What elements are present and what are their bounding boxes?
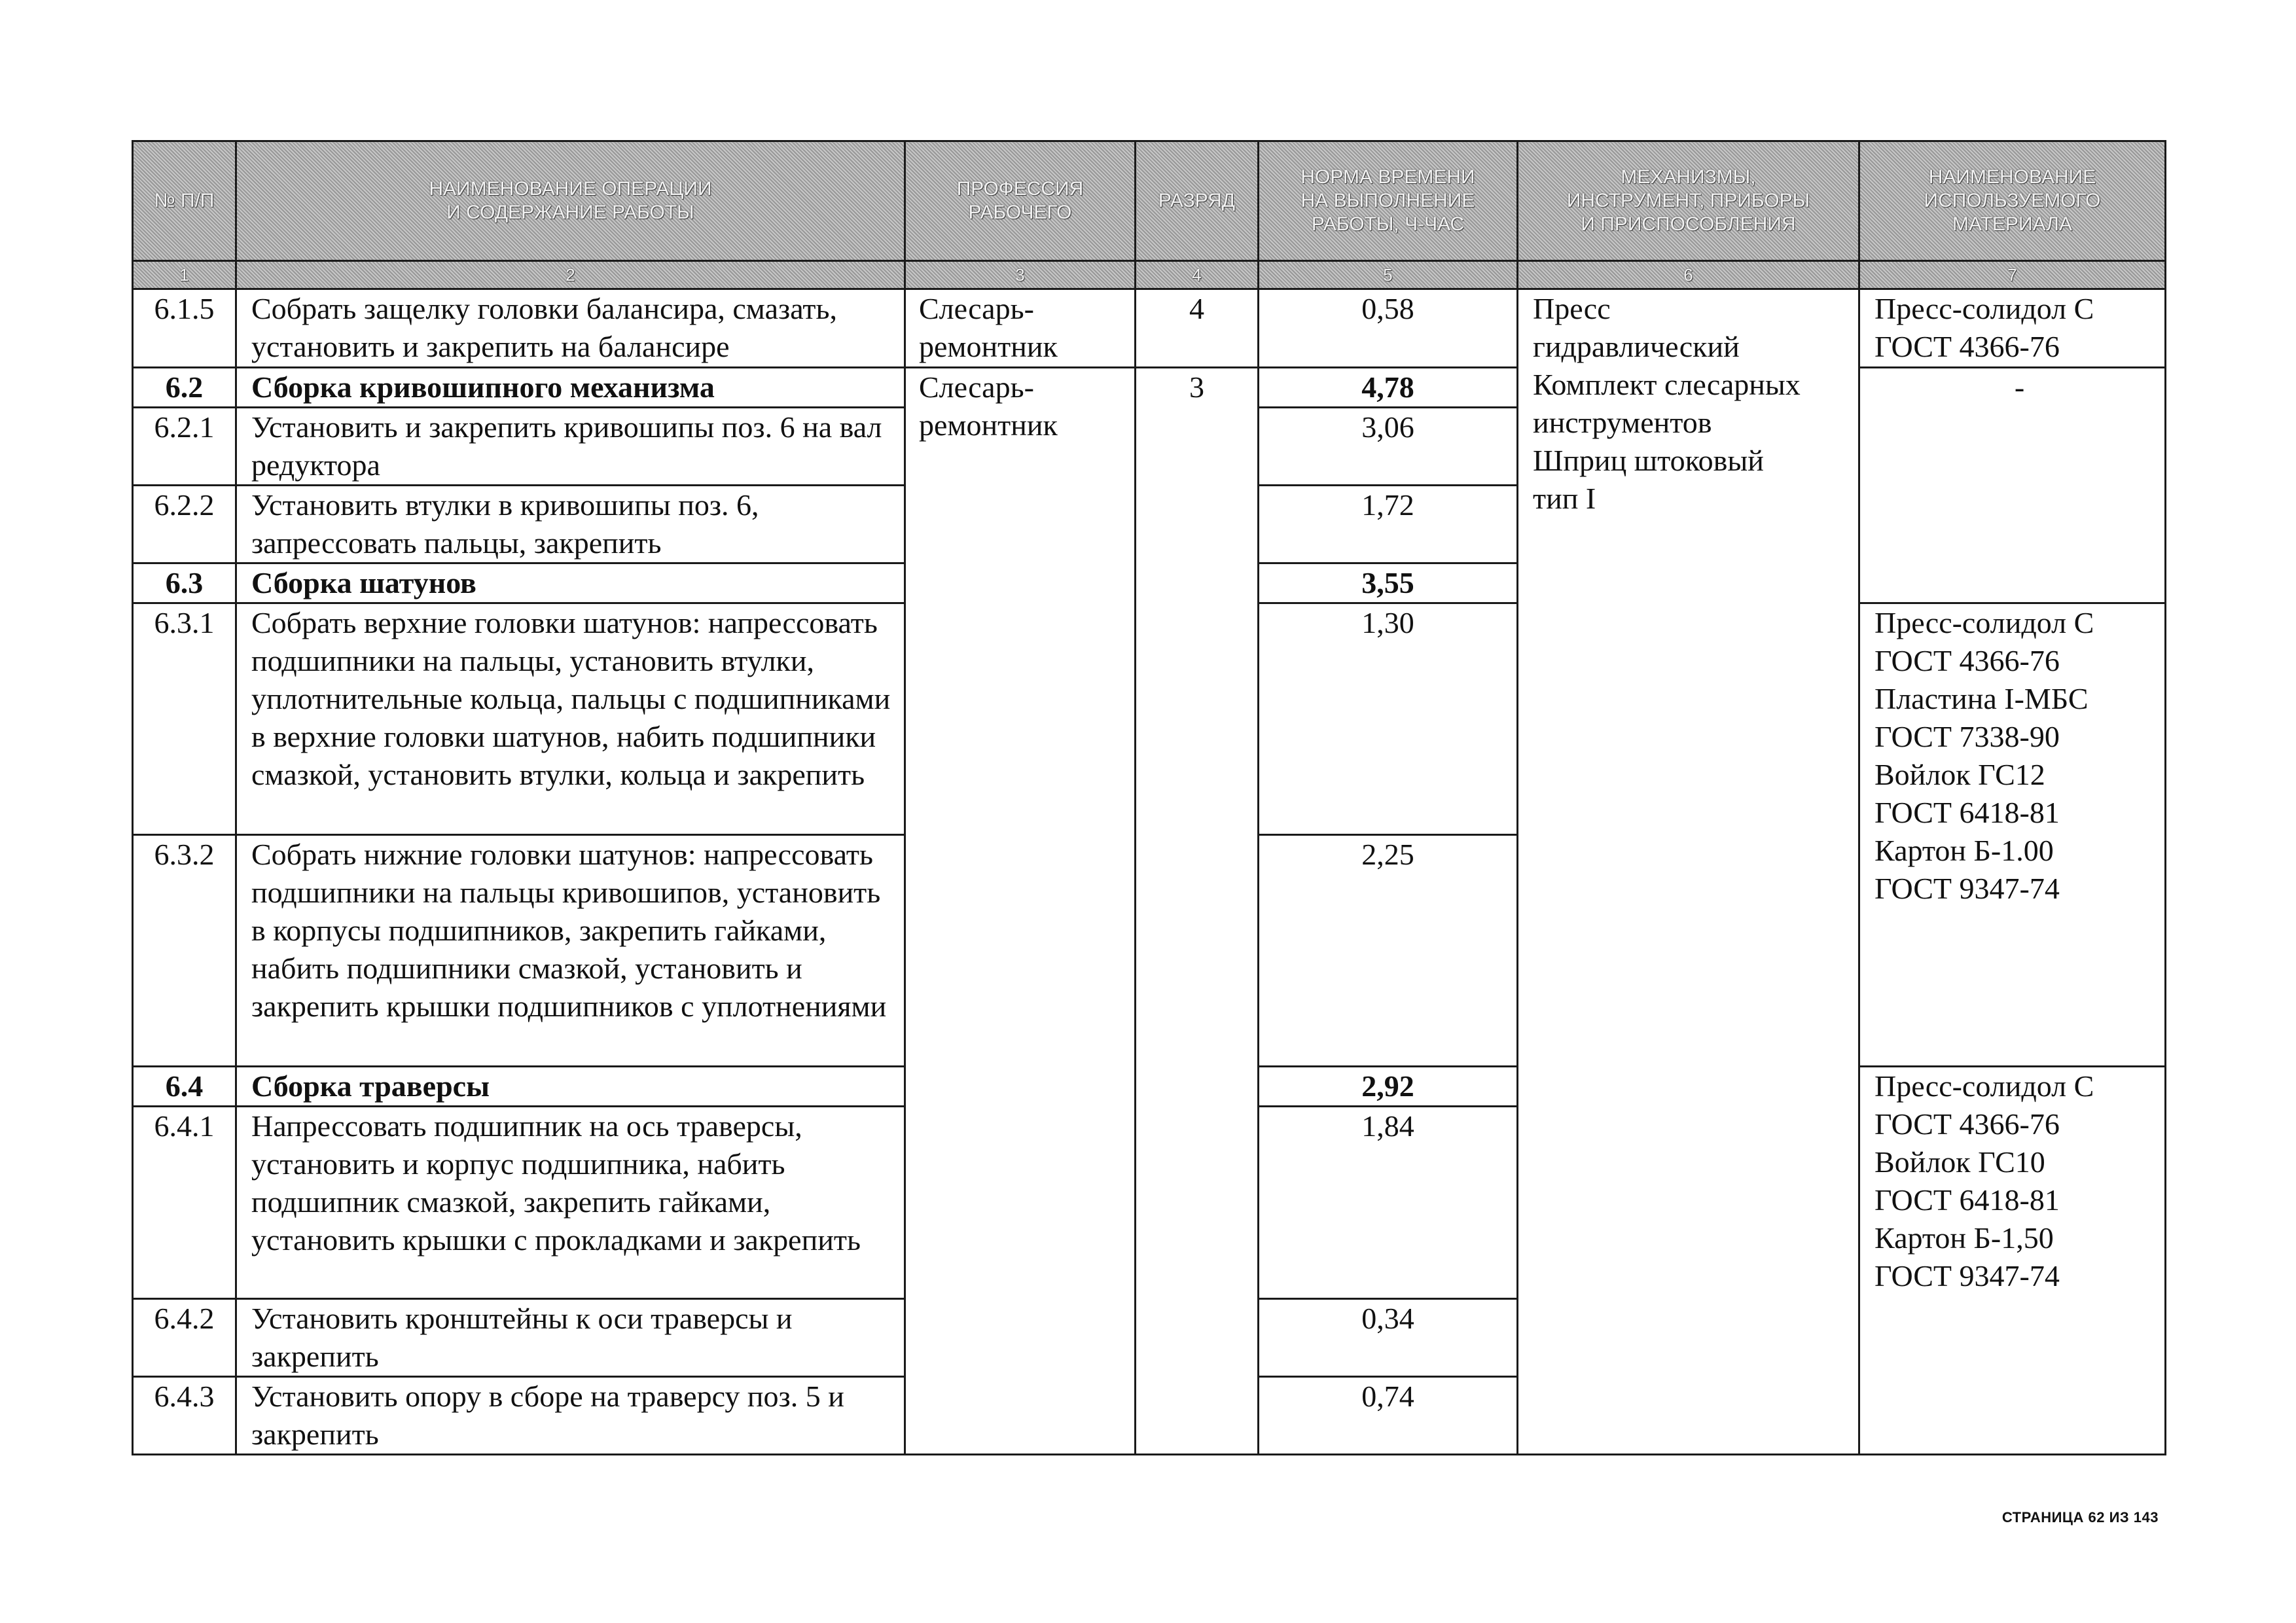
- time-norm: 4,78: [1259, 368, 1518, 408]
- row-number: 6.4.2: [133, 1299, 236, 1377]
- table-row: [133, 289, 2166, 368]
- grade-cell: 3: [1136, 368, 1259, 1455]
- grade-cell: 4: [1136, 289, 1259, 368]
- operation-text: Установить втулки в кривошипы поз. 6, запрессовать пальцы, закрепить: [236, 486, 905, 563]
- header-material: НАИМЕНОВАНИЕ ИСПОЛЬЗУЕМОГО МАТЕРИАЛА: [1859, 141, 2166, 261]
- time-norm: 3,06: [1259, 408, 1518, 486]
- time-norm: 3,55: [1259, 563, 1518, 603]
- column-number: 7: [1859, 261, 2166, 289]
- column-number: 4: [1136, 261, 1259, 289]
- section-title: Сборка кривошипного механизма: [236, 368, 905, 408]
- material-cell: Пресс-солидол С ГОСТ 4366-76: [1859, 289, 2166, 368]
- operation-text: Собрать нижние головки шатунов: напрессовать подшипники на пальцы кривошипов, установить в корпусы подшипников, закрепить гайками, набить подшипники смазкой, установить и закрепить крышки подшипников с уплотнениями: [236, 835, 905, 1067]
- tool-line: Комплект слесарных: [1533, 368, 1801, 401]
- time-norm: 1,84: [1259, 1107, 1518, 1299]
- header-grade: РАЗРЯД: [1136, 141, 1259, 261]
- material-cell: -: [1859, 368, 2166, 603]
- time-norm: 2,92: [1259, 1067, 1518, 1107]
- time-norm: 0,34: [1259, 1299, 1518, 1377]
- row-number: 6.1.5: [133, 289, 236, 368]
- tool-line: гидравлический: [1533, 330, 1740, 363]
- row-number: 6.2.2: [133, 486, 236, 563]
- operation-text: Установить кронштейны к оси траверсы и закрепить: [236, 1299, 905, 1377]
- operation-text: Собрать защелку головки балансира, смазать, установить и закрепить на балансире: [236, 289, 905, 368]
- row-number: 6.2.1: [133, 408, 236, 486]
- row-number: 6.2: [133, 368, 236, 408]
- header-time-norm: НОРМА ВРЕМЕНИ НА ВЫПОЛНЕНИЕ РАБОТЫ, Ч-ЧАС: [1259, 141, 1518, 261]
- time-norm: 1,30: [1259, 603, 1518, 835]
- profession-cell: Слесарь-ремонтник: [905, 289, 1136, 368]
- table-row: [133, 368, 2166, 408]
- page-number: СТРАНИЦА 62 ИЗ 143: [2001, 1509, 2159, 1525]
- material-cell: Пресс-солидол С ГОСТ 4366-76 Пластина I-МБС ГОСТ 7338-90 Войлок ГС12 ГОСТ 6418-81 Картон Б-1.00 ГОСТ 9347-74: [1859, 603, 2166, 1067]
- tools-cell: [1518, 289, 1859, 1455]
- column-number: 1: [133, 261, 236, 289]
- column-number: 6: [1518, 261, 1859, 289]
- header-row: [133, 141, 2166, 261]
- tool-line: Шприц штоковый: [1533, 444, 1764, 477]
- column-number-row: [133, 261, 2166, 289]
- column-number: 5: [1259, 261, 1518, 289]
- column-number: 2: [236, 261, 905, 289]
- row-number: 6.4: [133, 1067, 236, 1107]
- section-title: Сборка шатунов: [236, 563, 905, 603]
- header-profession: ПРОФЕССИЯ РАБОЧЕГО: [905, 141, 1136, 261]
- section-title: Сборка траверсы: [236, 1067, 905, 1107]
- time-norm: 2,25: [1259, 835, 1518, 1067]
- time-norm: 0,74: [1259, 1377, 1518, 1455]
- row-number: 6.4.1: [133, 1107, 236, 1299]
- time-norm: 1,72: [1259, 486, 1518, 563]
- row-number: 6.4.3: [133, 1377, 236, 1455]
- row-number: 6.3.1: [133, 603, 236, 835]
- row-number: 6.3.2: [133, 835, 236, 1067]
- operation-text: Установить и закрепить кривошипы поз. 6 на вал редуктора: [236, 408, 905, 486]
- profession-cell: Слесарь-ремонтник: [905, 368, 1136, 1455]
- header-operation: НАИМЕНОВАНИЕ ОПЕРАЦИИ И СОДЕРЖАНИЕ РАБОТЫ: [236, 141, 905, 261]
- header-tools: МЕХАНИЗМЫ, ИНСТРУМЕНТ, ПРИБОРЫ И ПРИСПОСОБЛЕНИЯ: [1518, 141, 1859, 261]
- tool-line: инструментов: [1533, 406, 1712, 439]
- tool-line: Пресс: [1533, 292, 1611, 325]
- operation-text: Напрессовать подшипник на ось траверсы, установить и корпус подшипника, набить подшипник смазкой, закрепить гайками, установить крышки с прокладками и закрепить: [236, 1107, 905, 1299]
- material-cell: Пресс-солидол С ГОСТ 4366-76 Войлок ГС10 ГОСТ 6418-81 Картон Б-1,50 ГОСТ 9347-74: [1859, 1067, 2166, 1455]
- column-number: 3: [905, 261, 1136, 289]
- operations-table: [132, 140, 2166, 1455]
- tool-line: тип I: [1533, 482, 1596, 515]
- operation-text: Установить опору в сборе на траверсу поз. 5 и закрепить: [236, 1377, 905, 1455]
- time-norm: 0,58: [1259, 289, 1518, 368]
- operation-text: Собрать верхние головки шатунов: напрессовать подшипники на пальцы, установить втулки, уплотнительные кольца, пальцы с подшипниками в верхние головки шатунов, набить подшипники смазкой, установить втулки, кольца и закрепить: [236, 603, 905, 835]
- row-number: 6.3: [133, 563, 236, 603]
- header-num: № П/П: [133, 141, 236, 261]
